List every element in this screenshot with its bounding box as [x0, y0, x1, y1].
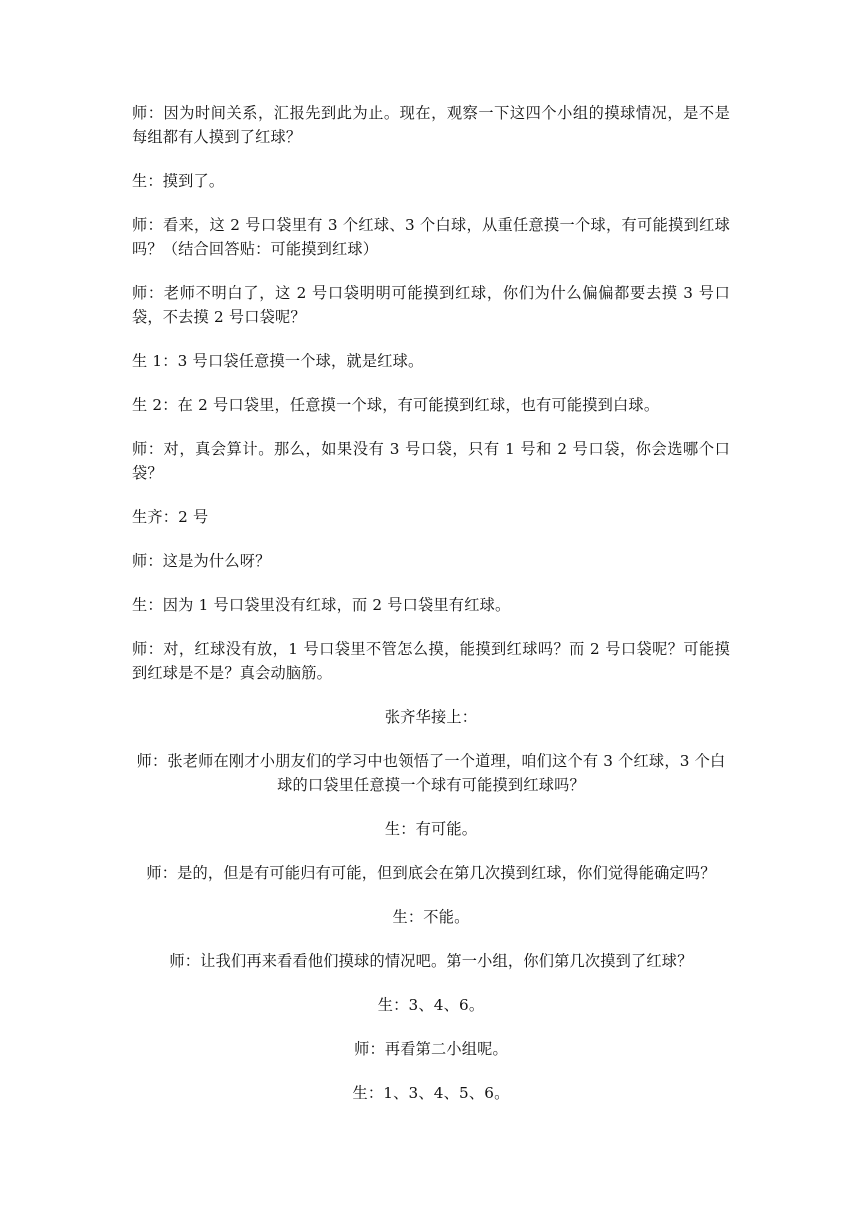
- paragraph: 师：老师不明白了，这 2 号口袋明明可能摸到红球，你们为什么偏偏都要去摸 3 号口袋，不去摸 2 号口袋呢？: [132, 284, 730, 326]
- paragraph: 师：让我们再来看看他们摸球的情况吧。第一小组，你们第几次摸到了红球？: [169, 952, 693, 970]
- paragraph: 生 2：在 2 号口袋里，任意摸一个球，有可能摸到红球，也有可能摸到白球。: [132, 396, 660, 414]
- paragraph: 师：是的，但是有可能归有可能，但到底会在第几次摸到红球，你们觉得能确定吗？: [146, 864, 716, 882]
- paragraph: 师：再看第二小组呢。: [354, 1040, 508, 1058]
- document-body: [132, 101, 730, 1125]
- paragraph: 师：因为时间关系，汇报先到此为止。现在，观察一下这四个小组的摸球情况，是不是每组都有人摸到了红球？: [132, 104, 730, 146]
- paragraph: 生：不能。: [392, 908, 470, 926]
- paragraph: 师：对，红球没有放，1 号口袋里不管怎么摸，能摸到红球吗？而 2 号口袋呢？可能摸到红球是不是？真会动脑筋。: [132, 640, 730, 682]
- paragraph: 生：3、4、6。: [377, 996, 485, 1014]
- paragraph: 生 1：3 号口袋任意摸一个球，就是红球。: [132, 352, 424, 370]
- paragraph: 生：1、3、4、5、6。: [352, 1084, 510, 1102]
- paragraph: 师：对，真会算计。那么，如果没有 3 号口袋，只有 1 号和 2 号口袋，你会选哪个口袋？: [132, 440, 730, 482]
- paragraph: 生齐：2 号: [132, 508, 209, 526]
- paragraph: 师：张老师在刚才小朋友们的学习中也领悟了一个道理，咱们这个有 3 个红球，3 个白球的口袋里任意摸一个球有可能摸到红球吗？: [136, 752, 726, 794]
- paragraph: 生：有可能。: [384, 820, 478, 838]
- paragraph: 师：这是为什么呀？: [132, 552, 271, 570]
- section-heading: 张齐华接上：: [384, 708, 478, 726]
- paragraph: 生：因为 1 号口袋里没有红球，而 2 号口袋里有红球。: [132, 596, 511, 614]
- paragraph: 生：摸到了。: [132, 172, 225, 190]
- paragraph: 师：看来，这 2 号口袋里有 3 个红球、3 个白球，从重任意摸一个球，有可能摸到红球吗？（结合回答贴：可能摸到红球）: [132, 216, 730, 258]
